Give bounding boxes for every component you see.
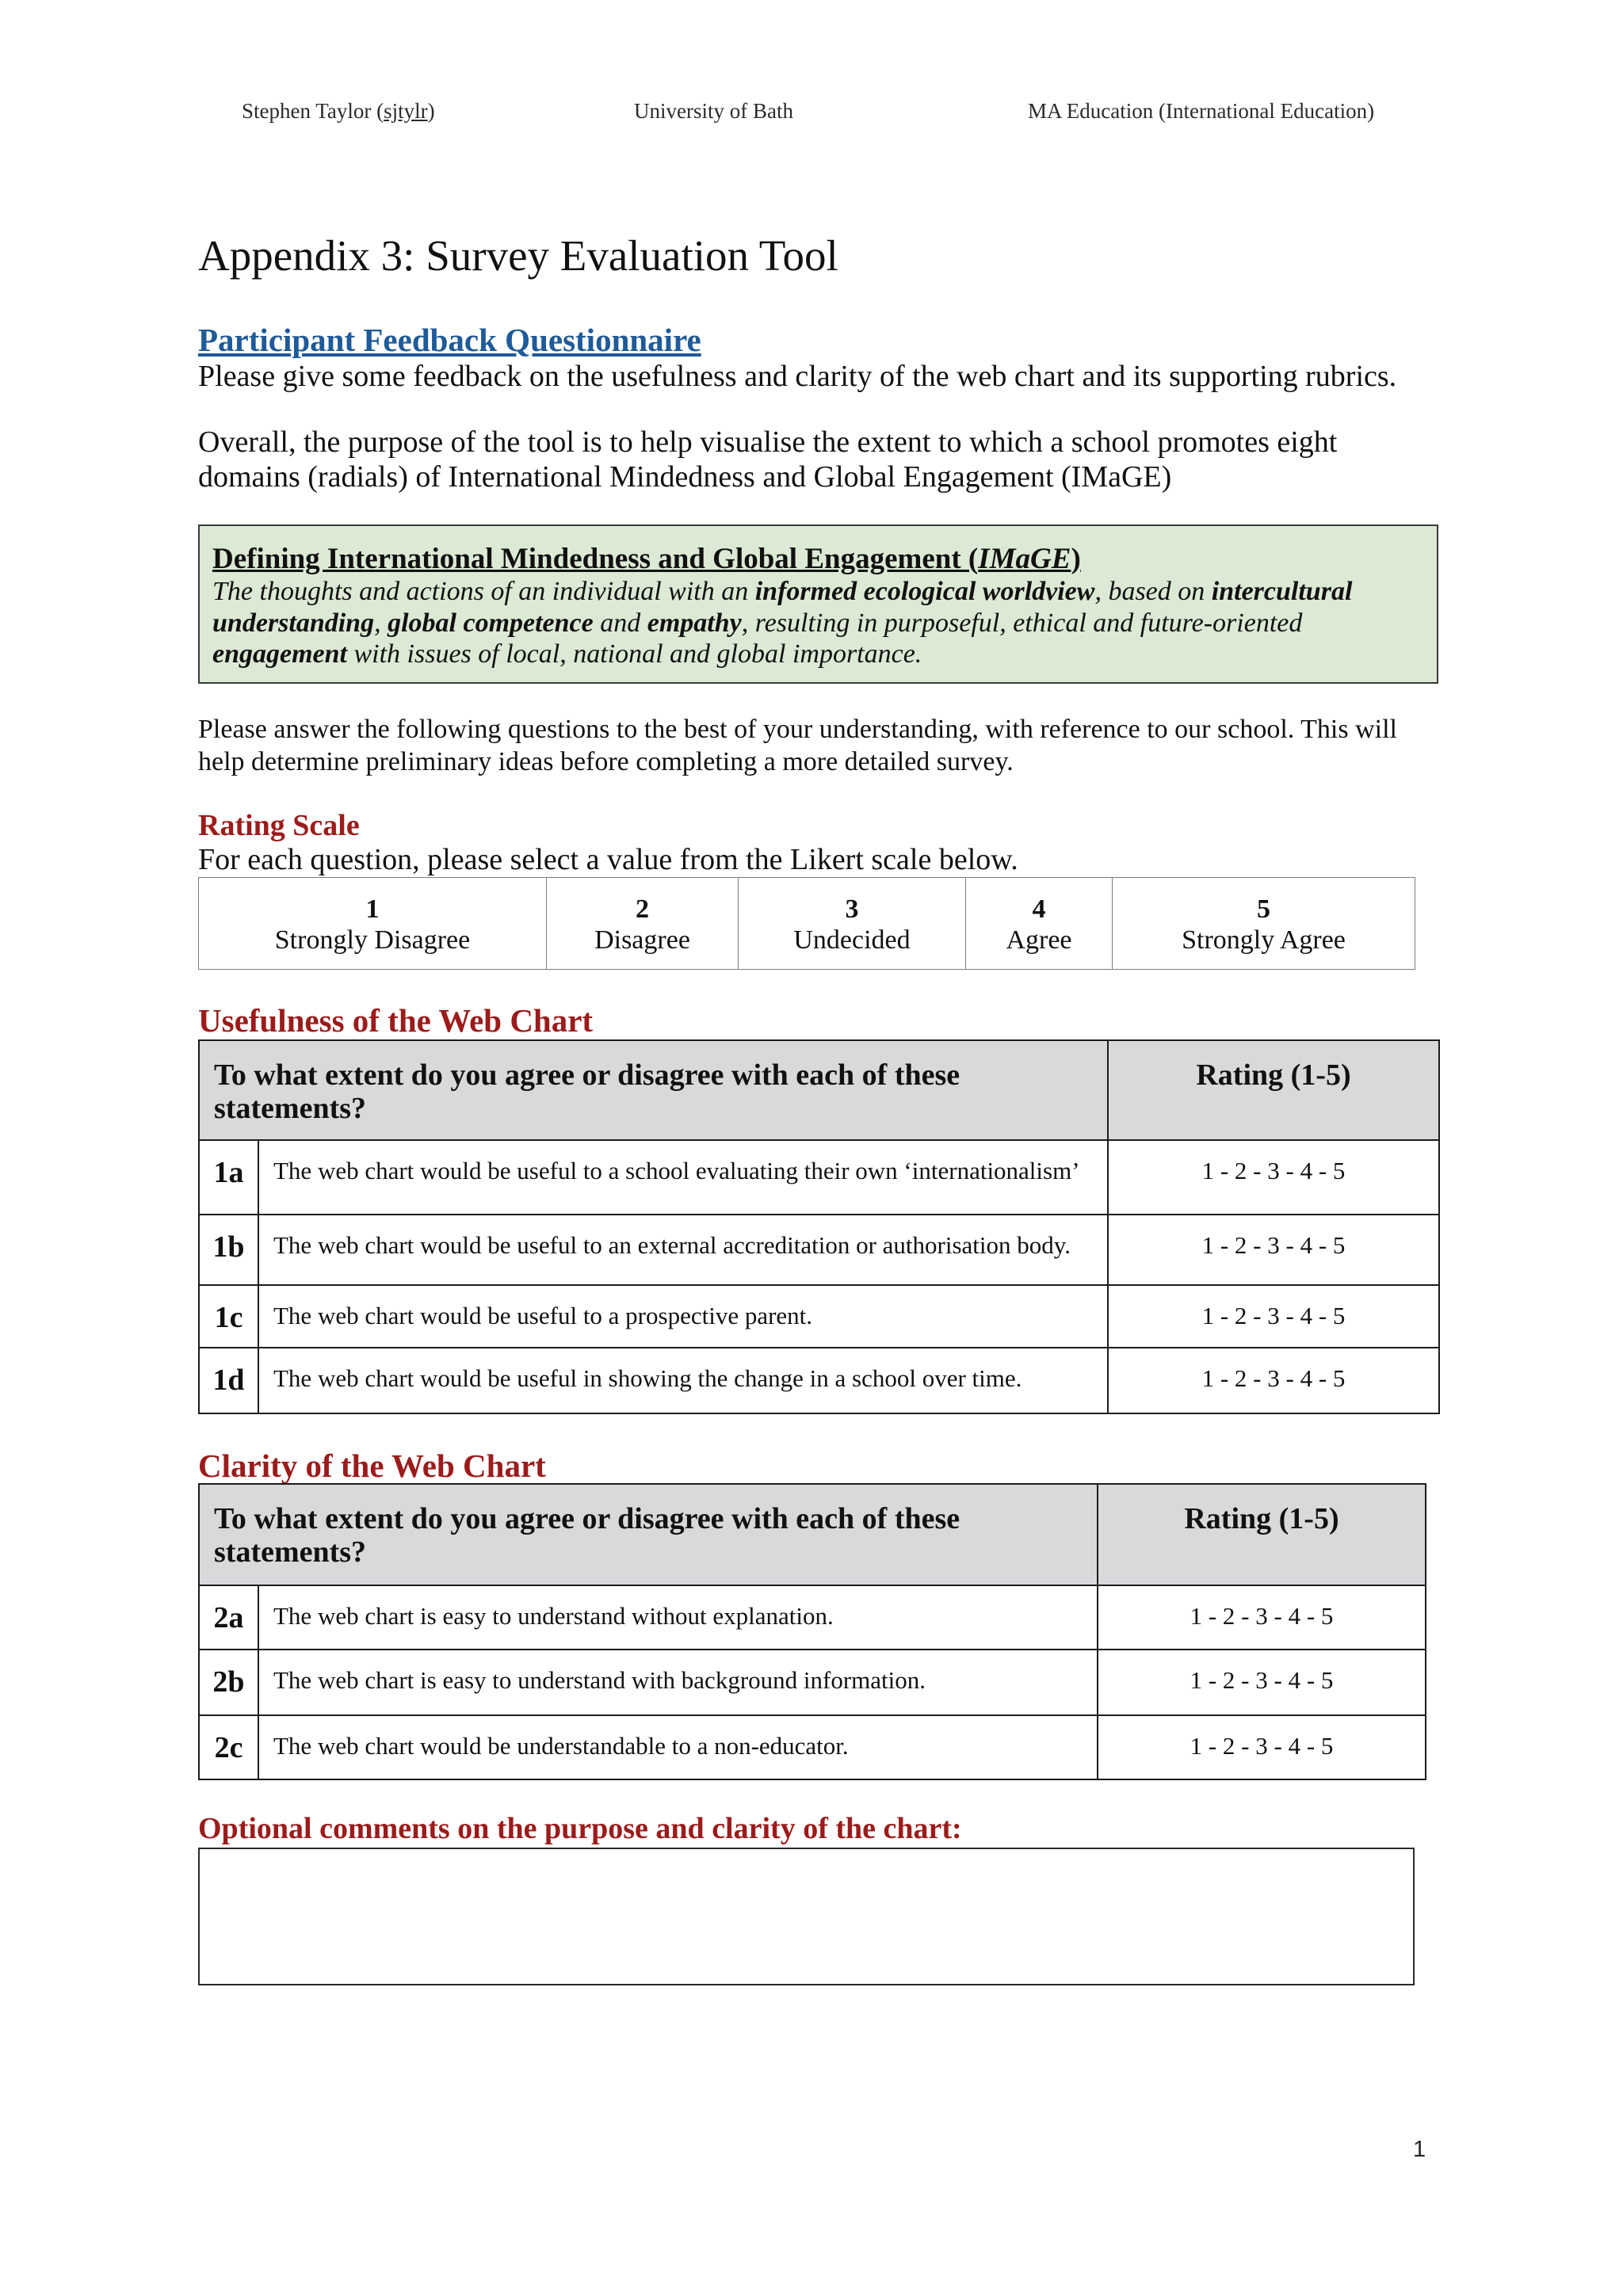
rating-options: 1 - 2 - 3 - 4 - 5	[1108, 1285, 1439, 1348]
definition-fragment: ,	[374, 608, 388, 638]
definition-box	[198, 524, 1438, 684]
purpose-line: Overall, the purpose of the tool is to help visualise the extent to which a school promotes eight	[198, 425, 1338, 459]
author-name: Stephen Taylor	[242, 99, 372, 123]
likert-row	[199, 878, 1415, 970]
purpose-line: domains (radials) of International Mindedness and Global Engagement (IMaGE)	[198, 460, 1172, 494]
table-row	[199, 1140, 1439, 1215]
page-number: 1	[1413, 2137, 1426, 2162]
likert-option	[547, 878, 739, 970]
table-row	[199, 1285, 1439, 1348]
question-statement: The web chart would be useful to a prospective parent.	[258, 1285, 1108, 1348]
rating-scale-heading: Rating Scale	[198, 809, 360, 842]
institution: University of Bath	[634, 99, 793, 123]
question-id: 2c	[199, 1715, 258, 1779]
definition-heading-text: Defining International Mindedness and Global Engagement (	[212, 543, 979, 575]
questionnaire-heading: Participant Feedback Questionnaire	[198, 322, 701, 358]
question-statement: The web chart would be useful to a school evaluating their own ‘internationalism’	[258, 1140, 1108, 1215]
question-id: 2a	[199, 1585, 258, 1650]
rating-options: 1 - 2 - 3 - 4 - 5	[1098, 1650, 1426, 1715]
definition-fragment: with issues of local, national and global importance.	[346, 639, 922, 669]
purpose-paragraph	[198, 425, 1337, 494]
definition-term: intercultural	[1211, 577, 1353, 606]
rating-options: 1 - 2 - 3 - 4 - 5	[1108, 1140, 1439, 1215]
likert-option	[199, 878, 547, 970]
definition-line	[212, 608, 1352, 639]
definition-heading	[212, 542, 1081, 577]
question-id: 1c	[199, 1285, 258, 1348]
statement-prompt: To what extent do you agree or disagree with each of these statements?	[214, 1058, 960, 1125]
question-statement: The web chart would be useful to an external accreditation or authorisation body.	[258, 1215, 1108, 1285]
definition-fragment: , resulting in purposeful, ethical and future-oriented	[741, 608, 1303, 638]
clarity-heading: Clarity of the Web Chart	[198, 1447, 546, 1484]
definition-acronym: IMaGE	[978, 543, 1071, 575]
question-id: 1d	[199, 1348, 258, 1413]
question-id: 2b	[199, 1650, 258, 1715]
instructions-line: Please answer the following questions to the best of your understanding, with reference to our school. This will	[198, 715, 1397, 744]
definition-term: understanding	[212, 608, 375, 638]
likert-label: Strongly Disagree	[274, 925, 471, 955]
likert-option	[739, 878, 966, 970]
table-header-row	[199, 1040, 1439, 1140]
statement-prompt: To what extent do you agree or disagree with each of these statements?	[214, 1502, 960, 1569]
rating-header-cell: Rating (1-5)	[1098, 1484, 1426, 1585]
question-id: 1b	[199, 1215, 258, 1285]
prompt-header-cell	[199, 1484, 1098, 1585]
table-header-row	[199, 1484, 1426, 1585]
clarity-table	[198, 1483, 1426, 1780]
definition-fragment: and	[593, 608, 647, 638]
rating-scale-description: For each question, please select a value from the Likert scale below.	[198, 843, 1018, 876]
rating-options: 1 - 2 - 3 - 4 - 5	[1108, 1348, 1439, 1413]
page-title: Appendix 3: Survey Evaluation Tool	[198, 231, 838, 280]
instructions-paragraph	[198, 713, 1397, 778]
definition-term: empathy	[647, 608, 742, 638]
author-credit	[242, 98, 435, 124]
question-statement: The web chart would be understandable to a non-educator.	[258, 1715, 1098, 1779]
likert-scale-table	[198, 877, 1415, 970]
definition-text	[212, 576, 1352, 670]
definition-term: informed ecological worldview	[754, 577, 1095, 606]
definition-heading-close: )	[1071, 543, 1081, 575]
table-row	[199, 1585, 1426, 1650]
table-row	[199, 1348, 1439, 1413]
likert-label: Strongly Agree	[1182, 925, 1346, 955]
rating-header-cell: Rating (1-5)	[1108, 1040, 1439, 1140]
running-header	[0, 98, 1623, 124]
question-statement: The web chart would be useful in showing the change in a school over time.	[258, 1348, 1108, 1413]
table-row	[199, 1650, 1426, 1715]
definition-line	[212, 639, 1352, 670]
likert-option	[966, 878, 1113, 970]
comments-field[interactable]	[198, 1848, 1415, 1985]
table-row	[199, 1215, 1439, 1285]
rating-options: 1 - 2 - 3 - 4 - 5	[1098, 1715, 1426, 1779]
question-statement: The web chart is easy to understand with background information.	[258, 1650, 1098, 1715]
instructions-line: help determine preliminary ideas before completing a more detailed survey.	[198, 747, 1014, 776]
definition-term: engagement	[212, 639, 347, 669]
likert-label: Disagree	[594, 925, 690, 955]
author-handle-link[interactable]: sjtylr	[384, 99, 428, 123]
question-id: 1a	[199, 1140, 258, 1215]
comments-heading: Optional comments on the purpose and clarity of the chart:	[198, 1812, 962, 1845]
table-row	[199, 1715, 1426, 1779]
likert-value: 5	[1257, 894, 1270, 924]
programme: MA Education (International Education)	[1028, 99, 1375, 123]
handle-close: )	[427, 99, 435, 123]
usefulness-table	[198, 1039, 1440, 1414]
prompt-header-cell	[199, 1040, 1108, 1140]
likert-label: Undecided	[793, 925, 911, 955]
intro-text: Please give some feedback on the usefulness and clarity of the web chart and its supporting rubrics.	[198, 360, 1397, 393]
handle-open: (	[371, 99, 384, 123]
likert-label: Agree	[1006, 925, 1072, 955]
question-statement: The web chart is easy to understand without explanation.	[258, 1585, 1098, 1650]
rating-options: 1 - 2 - 3 - 4 - 5	[1108, 1215, 1439, 1285]
definition-fragment: , based on	[1094, 577, 1212, 606]
likert-option	[1113, 878, 1415, 970]
definition-fragment: The thoughts and actions of an individual with an	[212, 577, 755, 606]
usefulness-heading: Usefulness of the Web Chart	[198, 1002, 594, 1039]
likert-value: 2	[636, 894, 649, 924]
likert-value: 4	[1032, 894, 1046, 924]
definition-line	[212, 576, 1352, 608]
likert-value: 3	[845, 894, 859, 924]
rating-options: 1 - 2 - 3 - 4 - 5	[1098, 1585, 1426, 1650]
likert-value: 1	[365, 894, 380, 924]
definition-term: global competence	[388, 608, 594, 638]
